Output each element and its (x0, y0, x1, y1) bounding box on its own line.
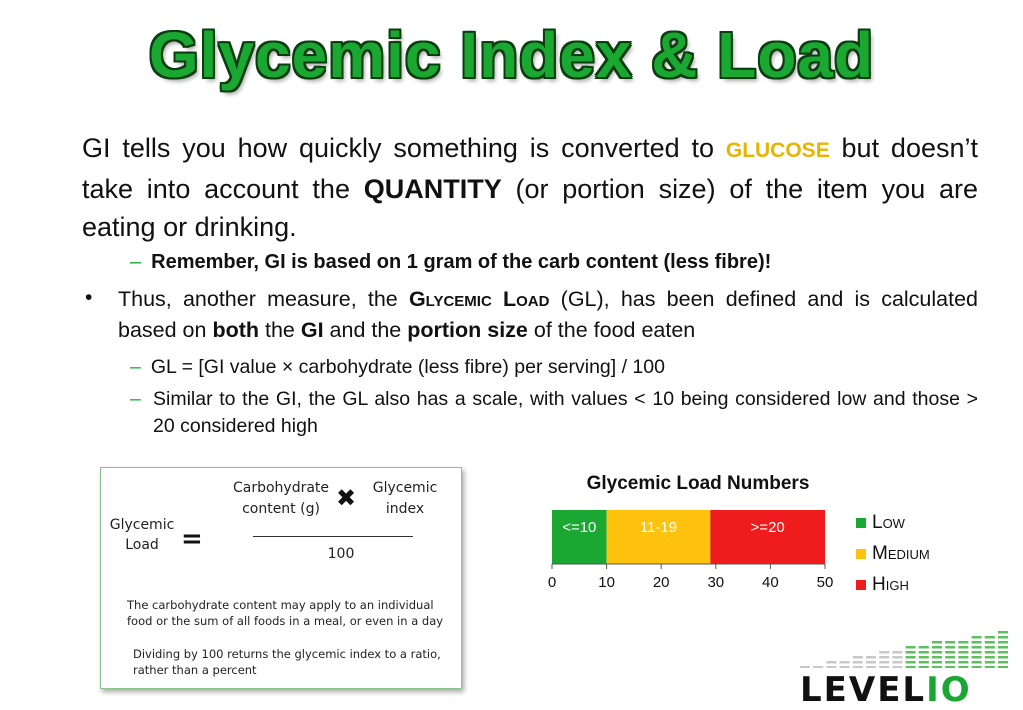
logo-bar-segment (906, 656, 916, 659)
x-tick-label: 40 (762, 574, 779, 591)
logo-bar-segment (985, 636, 995, 639)
x-tick-label: 20 (652, 574, 670, 591)
logo-bar-segment (998, 661, 1008, 664)
formula-gl-line1: Glycemic (109, 517, 175, 533)
legend-item-high (856, 569, 930, 600)
bar-label-low: <=10 (562, 519, 597, 536)
equals-icon: = (181, 524, 203, 554)
logo-bar-segment (906, 666, 916, 668)
page-title: Glycemic Index & Load (148, 19, 875, 91)
logo-bar-segment (945, 661, 955, 664)
logo-bar-segment (932, 641, 942, 644)
gl-formula-point (130, 354, 978, 380)
fraction-bar (253, 536, 413, 537)
formula-gi-line2: index (385, 501, 425, 517)
multiply-icon: ✖ (336, 484, 357, 512)
bar-label-medium: 11-19 (639, 519, 678, 536)
legend-label-medium: Medium (872, 542, 930, 564)
logo-bar-segment (998, 641, 1008, 644)
formula-gi-label (361, 478, 449, 520)
quantity-term: QUANTITY (363, 174, 502, 204)
formula-note-ratio: Dividing by 100 returns the glycemic index to a ratio, rather than a percent (133, 647, 441, 677)
logo-bar-segment (932, 656, 942, 659)
glycemic-load-chart (540, 505, 840, 595)
intro-text-2: but doesn’t take into account the (82, 133, 978, 204)
logo-bar-segment (932, 666, 942, 668)
logo-bar-segment (958, 641, 968, 644)
logo-bar-segment (853, 666, 863, 668)
logo-bar-segment (813, 666, 823, 668)
formula-glycemic-load-label (107, 515, 177, 555)
legend-item-low (856, 507, 930, 538)
formula-denominator: 100 (327, 546, 355, 562)
logo-bar-segment (972, 641, 982, 644)
logo-bar-segment (919, 651, 929, 654)
logo-bar-segment (919, 646, 929, 649)
logo-bar-segment (972, 666, 982, 668)
logo-bar-segment (879, 666, 889, 668)
bullet-icon: • (85, 286, 93, 309)
logo-bar-segment (958, 646, 968, 649)
gl-formula-text: GL = [GI value × carbohydrate (less fibre) per serving] / 100 (150, 356, 665, 378)
glycemic-load-term: Glycemic Load (408, 287, 550, 311)
logo-bar-segment (932, 651, 942, 654)
bullet-text-1: Thus, another measure, the (118, 287, 409, 311)
logo-bar-segment (958, 666, 968, 668)
logo-bar-segment (840, 661, 850, 664)
logo-bar-segment (972, 636, 982, 639)
logo-bar-segment (972, 651, 982, 654)
logo-bar-segment (932, 646, 942, 649)
x-tick-label: 50 (816, 574, 834, 591)
logo-bar-segment (892, 651, 902, 654)
logo-bar-segment (998, 636, 1008, 639)
glucose-term: GLUCOSE (725, 139, 830, 162)
formula-note-carb: The carbohydrate content may apply to an individual food or the sum of all foods in a meal, or even in a day (127, 598, 444, 628)
formula-carb-line2: content (g) (242, 501, 320, 517)
logo-bar-segment (958, 656, 968, 659)
logo-bar-segment (932, 661, 942, 664)
logo-bar-segment (985, 651, 995, 654)
formula-box (100, 467, 462, 689)
logo-bar-segment (998, 646, 1008, 649)
logo-bar-segment (879, 656, 889, 659)
logo-bar-segment (866, 656, 876, 659)
bullet-text-2: (GL), has been defined and is calculated based on (118, 287, 979, 342)
legend-item-medium (856, 538, 930, 569)
bar-label-high: >=20 (750, 519, 785, 536)
legend-swatch-low (856, 518, 866, 528)
formula-gi-line1: Glycemic (372, 480, 438, 496)
logo-bar-segment (972, 656, 982, 659)
logo-bar-segment (945, 646, 955, 649)
logo-bar-segment (853, 656, 863, 659)
portion-size-term: portion size (407, 318, 528, 342)
logo-bar-segment (840, 666, 850, 668)
chart-title: Glycemic Load Numbers (586, 473, 810, 494)
legend-swatch-medium (856, 549, 866, 559)
logo-bar-segment (892, 656, 902, 659)
logo-bar-segment (998, 631, 1008, 634)
logo-bar-segment (919, 666, 929, 668)
logo-text-accent: IO (926, 670, 972, 710)
both-term: both (212, 318, 260, 342)
legend-label-high: High (872, 573, 909, 595)
x-tick-label: 0 (547, 574, 557, 591)
logo-bar-segment (945, 666, 955, 668)
bullet-text-5: of the food eaten (527, 318, 696, 342)
formula-gl-line2: Load (125, 537, 159, 553)
logo-bar-segment (906, 661, 916, 664)
logo-bar-segment (958, 651, 968, 654)
logo-bar-segment (998, 656, 1008, 659)
logo-bar-segment (906, 646, 916, 649)
remember-note (130, 251, 990, 274)
dash-icon: – (130, 388, 141, 410)
logo-bar-segment (892, 666, 902, 668)
logo-bar-segment (985, 646, 995, 649)
logo-bar-segment (826, 666, 836, 668)
intro-text-3: (or portion size) of the item you are eating or drinking. (82, 174, 978, 242)
logo-bar-segment (945, 651, 955, 654)
logo-bar-segment (879, 651, 889, 654)
dash-icon: – (130, 251, 142, 273)
logo-bar-segment (945, 641, 955, 644)
formula-carb-line1: Carbohydrate (232, 480, 330, 496)
legend-swatch-high (856, 580, 866, 590)
gi-term: GI (300, 318, 324, 342)
logo-bar-segment (826, 661, 836, 664)
formula-carb-label (211, 478, 351, 520)
logo-text-main: LEVEL (800, 670, 927, 710)
logo-bar-segment (892, 661, 902, 664)
logo-bar-segment (985, 641, 995, 644)
bullet-text-3: the (259, 318, 301, 342)
legend-label-low: Low (872, 511, 905, 533)
gl-definition-bullet (118, 284, 978, 346)
logo-bar-segment (866, 666, 876, 668)
gl-scale-text: Similar to the GI, the GL also has a scale, with values < 10 being considered low and those > 20 considered high (153, 388, 978, 437)
logo-bar-segment (998, 651, 1008, 654)
logo-bar-segment (853, 661, 863, 664)
logo-bar-segment (972, 646, 982, 649)
logo-bar-segment (866, 661, 876, 664)
logo-bar-segment (879, 661, 889, 664)
level-bars-icon (800, 622, 1015, 668)
bullet-text-4: and the (323, 318, 408, 342)
logo-bar-segment (958, 661, 968, 664)
logo-bar-segment (906, 651, 916, 654)
x-tick-label: 10 (598, 574, 615, 591)
intro-text-1: GI tells you how quickly something is converted to (82, 133, 726, 163)
remember-text: Remember, GI is based on 1 gram of the carb content (less fibre)! (151, 251, 772, 273)
logo-bar-segment (985, 656, 995, 659)
logo-bar-segment (919, 661, 929, 664)
logo-bar-segment (972, 661, 982, 664)
logo-bar-segment (985, 666, 995, 668)
logo-bar-segment (800, 666, 810, 668)
logo-bar-segment (985, 661, 995, 664)
level10-logo (800, 670, 972, 710)
intro-paragraph (82, 129, 978, 246)
x-tick-label: 30 (707, 574, 725, 591)
logo-bar-segment (945, 656, 955, 659)
chart-legend (856, 507, 930, 600)
dash-icon: – (130, 356, 141, 378)
logo-bar-segment (998, 666, 1008, 668)
logo-bar-segment (919, 656, 929, 659)
